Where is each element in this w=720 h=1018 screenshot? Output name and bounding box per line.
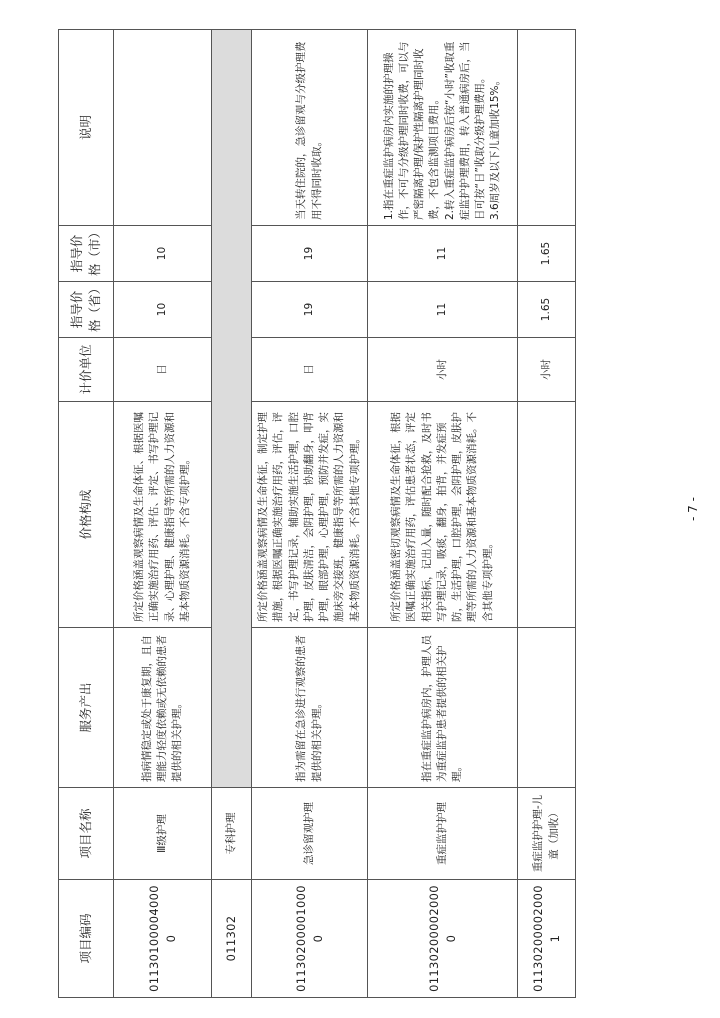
row-city-price: 19	[252, 226, 368, 282]
row-name: 重症监护护理	[368, 788, 518, 880]
header-name: 项目名称	[59, 788, 114, 880]
row-unit: 小时	[368, 338, 518, 402]
header-city-price: 指导价格（市）	[59, 226, 114, 282]
row-name: Ⅲ级护理	[114, 788, 212, 880]
note-line-2: 2.转入重症监护病房后按“小时”收取重症监护护理费用，转入普通病房后，当日可按“日”收取分级护理费用。	[443, 41, 486, 220]
row-composition: 所定价格涵盖观察病情及生命体征、根据医嘱正确实施治疗用药、评估、评定、书写护理记录、心理护理、健康指导等所需的人力资源和基本物质资源消耗。不含专项护理。	[114, 402, 212, 628]
row-code: 011302000020000	[368, 880, 518, 998]
note-line-3: 3.6周岁及以下儿童加收15%。	[489, 74, 502, 220]
row-output: 指病情稳定或处于康复期，且自理能力轻度依赖或无依赖的患者提供的相关护理。	[114, 628, 212, 788]
row-city-price: 10	[114, 226, 212, 282]
price-table	[58, 29, 576, 998]
row-city-price: 11	[368, 226, 518, 282]
row-output	[518, 628, 576, 788]
page-number: - 7 -	[686, 497, 700, 521]
row-unit: 小时	[518, 338, 576, 402]
row-city-price: 1.65	[518, 226, 576, 282]
category-code: 011302	[212, 880, 252, 998]
header-unit: 计价单位	[59, 338, 114, 402]
row-note: 当天转住院的，急诊留观与分级护理费用不得同时收取。	[252, 30, 368, 226]
row-note	[368, 30, 518, 226]
row-name: 急诊留观护理	[252, 788, 368, 880]
category-name: 专科护理	[212, 788, 252, 880]
row-composition: 所定价格涵盖观察病情及生命体征，制定护理措施，根据医嘱正确实施治疗用药，评估，评定，书写护理记录，辅助实施生活护理，口腔护理，皮肤清洁，会阴护理，协助翻身，叩背护理，眼部护理，心理护理，预防并发症，实施床旁交接班，健康指导等所需的人力资源和基本物质资源消耗。不含其他专项护理。	[252, 402, 368, 628]
row-unit: 日	[114, 338, 212, 402]
row-note	[518, 30, 576, 226]
header-note: 说明	[59, 30, 114, 226]
row-composition: 所定价格涵盖密切观察病情及生命体征，根据医嘱正确实施治疗用药，评估患者状态，评定相关指标，记出入量，随时配合抢救，及时书写护理记录，吸痰，翻身，拍背，并发症预防，生活护理，口腔护理，会阴护理，皮肤护理等所需的人力资源和基本物质资源消耗。不含其他专项护理。	[368, 402, 518, 628]
table-row	[518, 30, 576, 998]
header-composition: 价格构成	[59, 402, 114, 628]
row-prov-price: 10	[114, 282, 212, 338]
table-row-category	[212, 30, 252, 998]
row-prov-price: 19	[252, 282, 368, 338]
table-row	[252, 30, 368, 998]
header-output: 服务产出	[59, 628, 114, 788]
row-unit: 日	[252, 338, 368, 402]
row-output: 指为需留在急诊进行观察的患者提供的相关护理。	[252, 628, 368, 788]
table-row	[114, 30, 212, 998]
table-header-row	[59, 30, 114, 998]
row-prov-price: 11	[368, 282, 518, 338]
row-prov-price: 1.65	[518, 282, 576, 338]
row-output: 指在重症监护病房内，护理人员为重症监护患者提供的相关护理。	[368, 628, 518, 788]
row-name: 重症监护护理-儿童（加收）	[518, 788, 576, 880]
row-composition	[518, 402, 576, 628]
row-code: 011302000020001	[518, 880, 576, 998]
header-code: 项目编码	[59, 880, 114, 998]
note-line-1: 1.指在重症监护病房内实施的护理操作，不可与分级护理同时收费，可以与严密隔离护理/保护性隔离护理同时收费，不包含监测项目费用。	[382, 41, 441, 220]
header-prov-price: 指导价格（省）	[59, 282, 114, 338]
row-code: 011301000040000	[114, 880, 212, 998]
table-row	[368, 30, 518, 998]
category-blank	[212, 30, 252, 788]
row-code: 011302000010000	[252, 880, 368, 998]
row-note	[114, 30, 212, 226]
